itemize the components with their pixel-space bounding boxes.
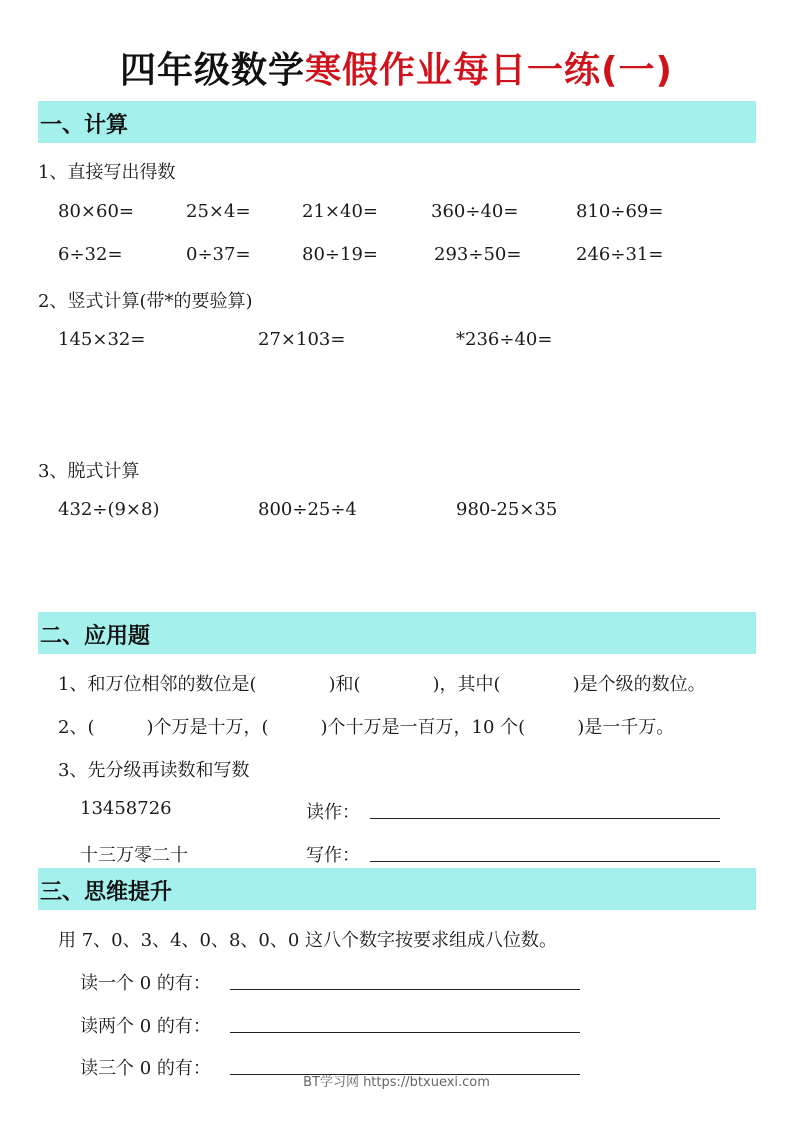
think-item-label: 读三个 0 的有： <box>80 1058 211 1079</box>
question-label: 1、直接写出得数 <box>38 162 176 183</box>
think-answer-line[interactable] <box>230 989 580 990</box>
text-segment: )个十万是一百万，10 个( <box>320 717 526 738</box>
write-label: 写作： <box>306 845 360 866</box>
think-intro: 用 7、0、3、4、0、8、0、0 这八个数字按要求组成八位数。 <box>58 930 558 951</box>
oral-item: 21×40= <box>302 201 378 222</box>
footer-watermark: BT学习网 https://btxuexi.com <box>303 1075 490 1090</box>
number-to-write: 十三万零二十 <box>80 845 188 866</box>
section-heading: 三、思维提升 <box>40 880 173 905</box>
write-answer-line[interactable] <box>370 861 720 862</box>
read-label: 读作： <box>306 802 360 823</box>
oral-item: 246÷31= <box>576 244 664 265</box>
stepwise-calc-item: 980-25×35 <box>456 499 558 520</box>
question-label: 3、脱式计算 <box>38 461 140 482</box>
section-header-calc <box>38 101 756 143</box>
text-segment: )是个级的数位。 <box>572 674 706 695</box>
read-answer-line[interactable] <box>370 818 720 819</box>
oral-item: 360÷40= <box>431 201 519 222</box>
vertical-calc-item: *236÷40= <box>456 329 553 350</box>
apply-question-1 <box>58 670 706 696</box>
apply-question-2 <box>58 713 674 739</box>
oral-item: 0÷37= <box>186 244 251 265</box>
question-label: 3、先分级再读数和写数 <box>58 760 250 781</box>
think-item-label: 读两个 0 的有： <box>80 1016 211 1037</box>
text-segment: )和( <box>328 674 361 695</box>
oral-item: 80÷19= <box>302 244 378 265</box>
oral-item: 810÷69= <box>576 201 664 222</box>
page-title <box>0 42 793 93</box>
title-subject: 寒假作业每日一练(一) <box>305 50 673 91</box>
section-heading: 二、应用题 <box>40 624 151 649</box>
vertical-calc-item: 27×103= <box>258 329 346 350</box>
section-header-think <box>38 868 756 910</box>
oral-item: 80×60= <box>58 201 134 222</box>
text-segment: 2、( <box>58 717 95 738</box>
vertical-calc-item: 145×32= <box>58 329 146 350</box>
text-segment: 1、和万位相邻的数位是( <box>58 674 257 695</box>
title-grade: 四年级数学 <box>120 50 306 91</box>
oral-item: 293÷50= <box>434 244 522 265</box>
question-label: 2、竖式计算(带*的要验算) <box>38 291 253 312</box>
stepwise-calc-item: 800÷25÷4 <box>258 499 357 520</box>
think-item-label: 读一个 0 的有： <box>80 973 211 994</box>
think-answer-line[interactable] <box>230 1032 580 1033</box>
text-segment: )，其中( <box>432 674 501 695</box>
number-to-read: 13458726 <box>80 798 172 819</box>
text-segment: )个万是十万，( <box>146 717 269 738</box>
stepwise-calc-item: 432÷(9×8) <box>58 499 160 520</box>
section-heading: 一、计算 <box>40 113 129 138</box>
section-header-apply <box>38 612 756 654</box>
oral-item: 6÷32= <box>58 244 123 265</box>
text-segment: )是一千万。 <box>577 717 675 738</box>
oral-item: 25×4= <box>186 201 251 222</box>
